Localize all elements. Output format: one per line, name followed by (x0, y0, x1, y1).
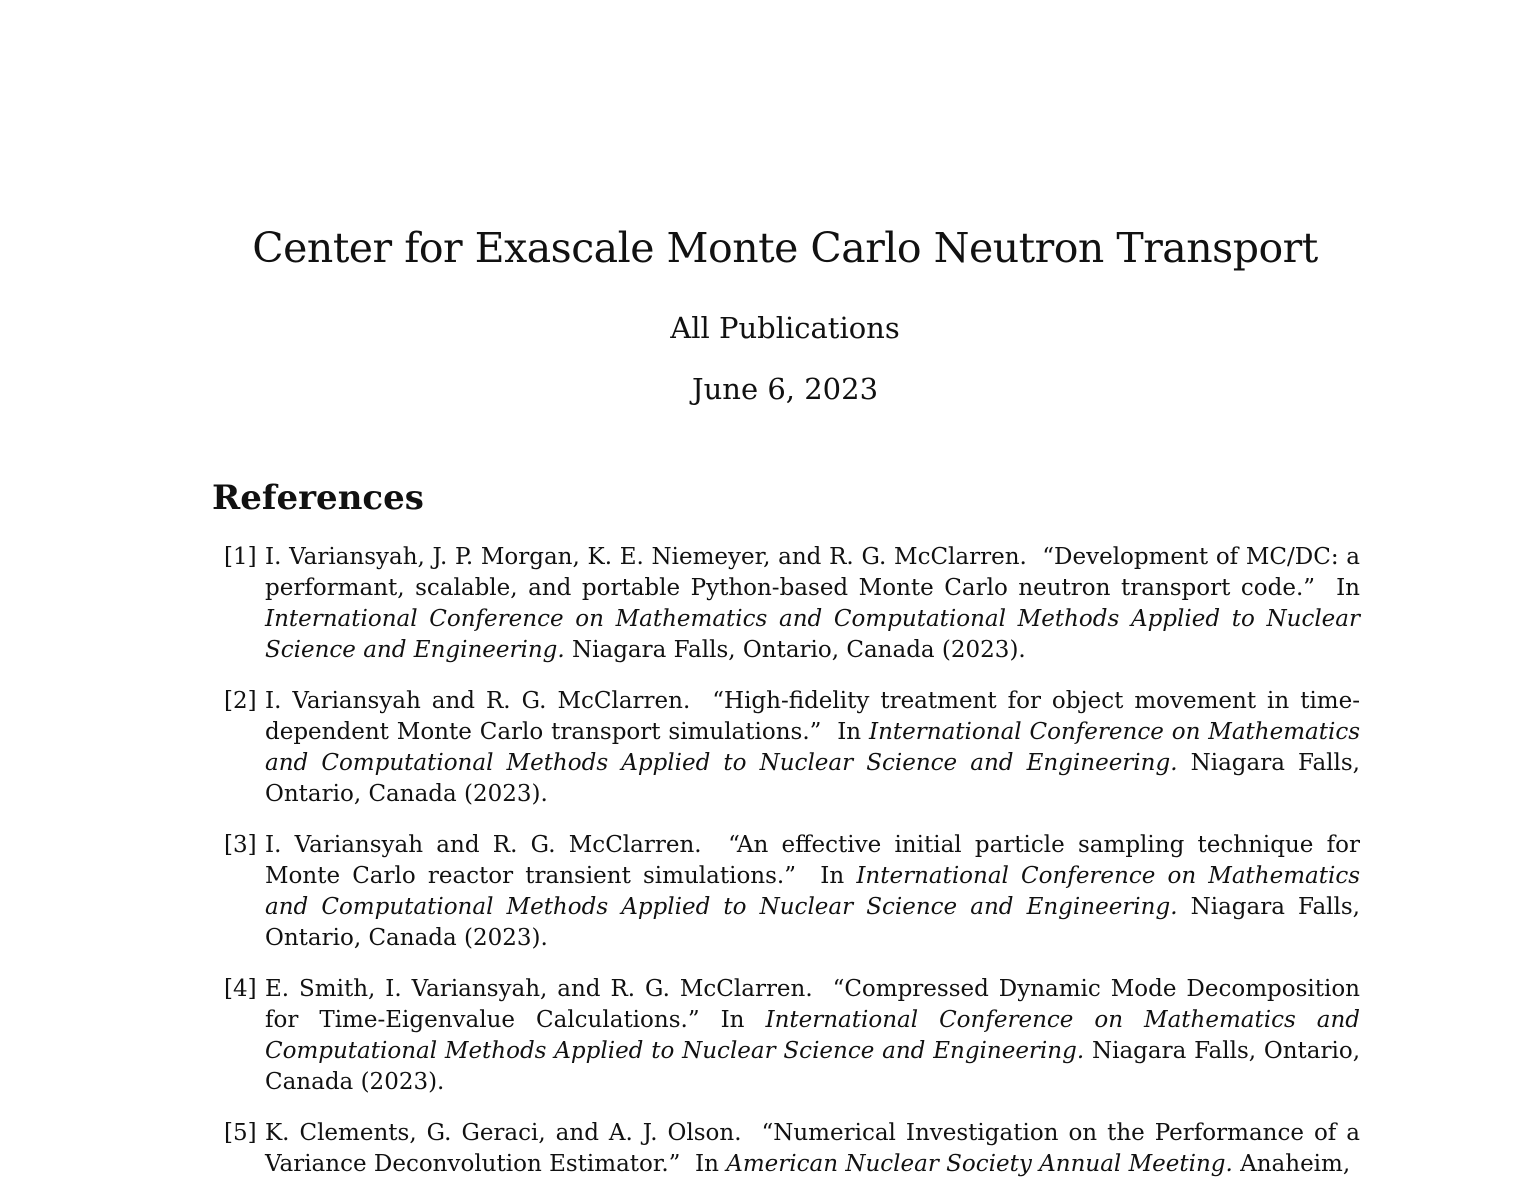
reference-in: In (720, 1007, 745, 1033)
reference-location: Anaheim, (1240, 1151, 1351, 1177)
reference-list (224, 542, 1360, 1200)
reference-title: “Compressed Dynamic Mode Decomposition for Time-Eigenvalue Calculations.” (265, 976, 1360, 1033)
reference-number: [1] (224, 544, 257, 570)
reference-body (265, 1120, 1360, 1177)
reference-number: [5] (224, 1120, 257, 1146)
reference-number: [2] (224, 688, 257, 714)
reference-venue: International Conference on Mathematics and Computational Methods Applied to Nuclear Science and Engineering. (265, 719, 1361, 776)
document-title: Center for Exascale Monte Carlo Neutron Transport (252, 224, 1318, 272)
reference-location: Niagara Falls, Ontario, Canada (2023). (265, 1038, 1361, 1095)
reference-location: Niagara Falls, Ontario, Canada (2023). (265, 894, 1360, 951)
reference-authors: I. Variansyah, J. P. Morgan, K. E. Niemeyer, and R. G. McClarren. (265, 544, 1027, 570)
reference-title: “Development of MC/DC: a performant, scalable, and portable Python-based Monte Carlo neutron transport code.” (265, 544, 1360, 601)
reference-venue: American Nuclear Society Annual Meeting. (726, 1151, 1233, 1177)
reference-authors: I. Variansyah and R. G. McClarren. (265, 832, 702, 858)
reference-body (265, 976, 1360, 1095)
reference-body (265, 832, 1360, 951)
reference-venue: International Conference on Mathematics and Computational Methods Applied to Nuclear Science and Engineering. (265, 606, 1360, 663)
reference-in: In (1336, 575, 1360, 601)
reference-item (224, 1118, 1360, 1180)
reference-number: [4] (224, 976, 257, 1002)
reference-title: “An effective initial particle sampling technique for Monte Carlo reactor transient simulations.” (265, 832, 1360, 889)
reference-item (224, 542, 1360, 666)
reference-title: “High-fidelity treatment for object movement in time-dependent Monte Carlo transport simulations.” (265, 688, 1360, 745)
reference-authors: K. Clements, G. Geraci, and A. J. Olson. (265, 1120, 742, 1146)
references-heading: References (212, 478, 424, 518)
reference-location: Niagara Falls, Ontario, Canada (2023). (572, 637, 1026, 663)
reference-item (224, 974, 1360, 1098)
document-subtitle: All Publications (670, 311, 900, 345)
reference-venue: International Conference on Mathematics and Computational Methods Applied to Nuclear Science and Engineering. (265, 863, 1361, 920)
reference-location: Niagara Falls, Ontario, Canada (2023). (265, 750, 1360, 807)
document-date: June 6, 2023 (691, 372, 879, 406)
reference-authors: E. Smith, I. Variansyah, and R. G. McClarren. (265, 976, 813, 1002)
reference-venue: International Conference on Mathematics and Computational Methods Applied to Nuclear Science and Engineering. (265, 1007, 1360, 1064)
reference-body (265, 544, 1360, 663)
reference-body (265, 688, 1360, 807)
reference-item (224, 686, 1360, 810)
reference-in: In (837, 719, 862, 745)
reference-authors: I. Variansyah and R. G. McClarren. (265, 688, 691, 714)
reference-item (224, 830, 1360, 954)
reference-in: In (695, 1151, 719, 1177)
reference-title: “Numerical Investigation on the Performance of a Variance Deconvolution Estimator.” (265, 1120, 1361, 1177)
reference-in: In (820, 863, 845, 889)
reference-number: [3] (224, 832, 257, 858)
